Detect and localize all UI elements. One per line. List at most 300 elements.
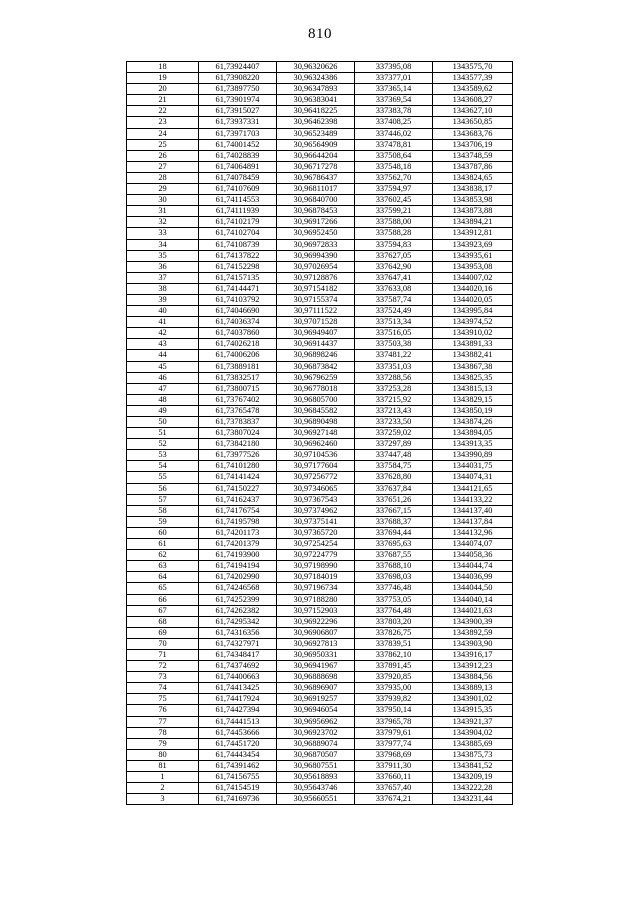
latitude-cell: 61,74348417 xyxy=(199,649,277,660)
latitude-cell: 61,74162437 xyxy=(199,494,277,505)
point-number-cell: 78 xyxy=(127,727,199,738)
y-coordinate-cell: 1344020,16 xyxy=(433,283,513,294)
longitude-cell: 30,97367543 xyxy=(277,494,355,505)
x-coordinate-cell: 337627,05 xyxy=(355,250,433,261)
point-number-cell: 35 xyxy=(127,250,199,261)
x-coordinate-cell: 337365,14 xyxy=(355,84,433,95)
y-coordinate-cell: 1344074,31 xyxy=(433,472,513,483)
latitude-cell: 61,74194194 xyxy=(199,561,277,572)
point-number-cell: 70 xyxy=(127,638,199,649)
x-coordinate-cell: 337233,50 xyxy=(355,417,433,428)
table-row xyxy=(127,150,513,161)
y-coordinate-cell: 1343901,02 xyxy=(433,694,513,705)
point-number-cell: 41 xyxy=(127,317,199,328)
x-coordinate-cell: 337698,03 xyxy=(355,572,433,583)
latitude-cell: 61,74006206 xyxy=(199,350,277,361)
x-coordinate-cell: 337508,64 xyxy=(355,150,433,161)
point-number-cell: 44 xyxy=(127,350,199,361)
point-number-cell: 30 xyxy=(127,195,199,206)
point-number-cell: 37 xyxy=(127,272,199,283)
longitude-cell: 30,96778018 xyxy=(277,383,355,394)
latitude-cell: 61,74193900 xyxy=(199,550,277,561)
table-row xyxy=(127,661,513,672)
table-row xyxy=(127,350,513,361)
longitude-cell: 30,96927813 xyxy=(277,638,355,649)
latitude-cell: 61,74001452 xyxy=(199,139,277,150)
x-coordinate-cell: 337288,56 xyxy=(355,372,433,383)
table-row xyxy=(127,283,513,294)
longitude-cell: 30,96383041 xyxy=(277,95,355,106)
latitude-cell: 61,73937331 xyxy=(199,117,277,128)
table-row xyxy=(127,95,513,106)
table-row xyxy=(127,228,513,239)
x-coordinate-cell: 337746,48 xyxy=(355,583,433,594)
x-coordinate-cell: 337667,15 xyxy=(355,505,433,516)
x-coordinate-cell: 337383,78 xyxy=(355,106,433,117)
table-row xyxy=(127,139,513,150)
longitude-cell: 30,96873842 xyxy=(277,361,355,372)
x-coordinate-cell: 337587,74 xyxy=(355,294,433,305)
table-row xyxy=(127,361,513,372)
latitude-cell: 61,74441513 xyxy=(199,716,277,727)
latitude-cell: 61,74154519 xyxy=(199,783,277,794)
y-coordinate-cell: 1343627,10 xyxy=(433,106,513,117)
longitude-cell: 30,96870507 xyxy=(277,749,355,760)
point-number-cell: 66 xyxy=(127,594,199,605)
x-coordinate-cell: 337377,01 xyxy=(355,73,433,84)
longitude-cell: 30,97128876 xyxy=(277,272,355,283)
point-number-cell: 55 xyxy=(127,472,199,483)
latitude-cell: 61,74108739 xyxy=(199,239,277,250)
table-row xyxy=(127,561,513,572)
longitude-cell: 30,96906807 xyxy=(277,627,355,638)
longitude-cell: 30,96923702 xyxy=(277,727,355,738)
y-coordinate-cell: 1343882,41 xyxy=(433,350,513,361)
point-number-cell: 24 xyxy=(127,128,199,139)
point-number-cell: 77 xyxy=(127,716,199,727)
latitude-cell: 61,74252399 xyxy=(199,594,277,605)
table-row xyxy=(127,261,513,272)
y-coordinate-cell: 1343589,62 xyxy=(433,84,513,95)
point-number-cell: 72 xyxy=(127,661,199,672)
table-row xyxy=(127,306,513,317)
y-coordinate-cell: 1343222,28 xyxy=(433,783,513,794)
longitude-cell: 30,96888698 xyxy=(277,672,355,683)
table-row xyxy=(127,272,513,283)
longitude-cell: 30,96564909 xyxy=(277,139,355,150)
point-number-cell: 42 xyxy=(127,328,199,339)
latitude-cell: 61,74413425 xyxy=(199,683,277,694)
latitude-cell: 61,73977526 xyxy=(199,450,277,461)
point-number-cell: 43 xyxy=(127,339,199,350)
point-number-cell: 40 xyxy=(127,306,199,317)
coordinates-table xyxy=(126,61,513,805)
latitude-cell: 61,74417924 xyxy=(199,694,277,705)
y-coordinate-cell: 1344031,75 xyxy=(433,461,513,472)
y-coordinate-cell: 1343841,52 xyxy=(433,760,513,771)
latitude-cell: 61,74141424 xyxy=(199,472,277,483)
point-number-cell: 22 xyxy=(127,106,199,117)
y-coordinate-cell: 1343903,90 xyxy=(433,638,513,649)
longitude-cell: 30,96956962 xyxy=(277,716,355,727)
point-number-cell: 61 xyxy=(127,539,199,550)
y-coordinate-cell: 1343894,21 xyxy=(433,217,513,228)
longitude-cell: 30,97184019 xyxy=(277,572,355,583)
latitude-cell: 61,74391462 xyxy=(199,760,277,771)
table-row xyxy=(127,483,513,494)
y-coordinate-cell: 1343915,35 xyxy=(433,705,513,716)
point-number-cell: 34 xyxy=(127,239,199,250)
y-coordinate-cell: 1344137,40 xyxy=(433,505,513,516)
longitude-cell: 30,97177604 xyxy=(277,461,355,472)
x-coordinate-cell: 337651,26 xyxy=(355,494,433,505)
latitude-cell: 61,74078459 xyxy=(199,172,277,183)
longitude-cell: 30,96320626 xyxy=(277,62,355,73)
table-row xyxy=(127,394,513,405)
x-coordinate-cell: 337594,83 xyxy=(355,239,433,250)
longitude-cell: 30,97188280 xyxy=(277,594,355,605)
y-coordinate-cell: 1343910,02 xyxy=(433,328,513,339)
point-number-cell: 52 xyxy=(127,439,199,450)
latitude-cell: 61,73915027 xyxy=(199,106,277,117)
x-coordinate-cell: 337950,14 xyxy=(355,705,433,716)
y-coordinate-cell: 1343683,76 xyxy=(433,128,513,139)
table-row xyxy=(127,583,513,594)
point-number-cell: 19 xyxy=(127,73,199,84)
table-row xyxy=(127,195,513,206)
point-number-cell: 39 xyxy=(127,294,199,305)
y-coordinate-cell: 1344121,65 xyxy=(433,483,513,494)
point-number-cell: 59 xyxy=(127,516,199,527)
longitude-cell: 30,95618893 xyxy=(277,772,355,783)
table-row xyxy=(127,294,513,305)
y-coordinate-cell: 1343995,84 xyxy=(433,306,513,317)
table-row xyxy=(127,128,513,139)
latitude-cell: 61,73889181 xyxy=(199,361,277,372)
y-coordinate-cell: 1344074,07 xyxy=(433,539,513,550)
x-coordinate-cell: 337588,28 xyxy=(355,228,433,239)
y-coordinate-cell: 1343825,35 xyxy=(433,372,513,383)
x-coordinate-cell: 337297,89 xyxy=(355,439,433,450)
longitude-cell: 30,97374962 xyxy=(277,505,355,516)
y-coordinate-cell: 1343974,52 xyxy=(433,317,513,328)
x-coordinate-cell: 337524,49 xyxy=(355,306,433,317)
x-coordinate-cell: 337764,48 xyxy=(355,605,433,616)
y-coordinate-cell: 1343838,17 xyxy=(433,184,513,195)
y-coordinate-cell: 1343912,81 xyxy=(433,228,513,239)
point-number-cell: 58 xyxy=(127,505,199,516)
coordinates-table-body xyxy=(127,62,513,805)
table-row xyxy=(127,372,513,383)
x-coordinate-cell: 337826,75 xyxy=(355,627,433,638)
longitude-cell: 30,97256772 xyxy=(277,472,355,483)
longitude-cell: 30,96418225 xyxy=(277,106,355,117)
longitude-cell: 30,96523489 xyxy=(277,128,355,139)
latitude-cell: 61,74046690 xyxy=(199,306,277,317)
latitude-cell: 61,74201379 xyxy=(199,539,277,550)
x-coordinate-cell: 337481,22 xyxy=(355,350,433,361)
y-coordinate-cell: 1343853,98 xyxy=(433,195,513,206)
y-coordinate-cell: 1343990,89 xyxy=(433,450,513,461)
latitude-cell: 61,74195798 xyxy=(199,516,277,527)
latitude-cell: 61,74103792 xyxy=(199,294,277,305)
latitude-cell: 61,73832517 xyxy=(199,372,277,383)
latitude-cell: 61,74064891 xyxy=(199,161,277,172)
point-number-cell: 53 xyxy=(127,450,199,461)
point-number-cell: 36 xyxy=(127,261,199,272)
y-coordinate-cell: 1343850,19 xyxy=(433,405,513,416)
point-number-cell: 25 xyxy=(127,139,199,150)
point-number-cell: 1 xyxy=(127,772,199,783)
x-coordinate-cell: 337599,21 xyxy=(355,206,433,217)
x-coordinate-cell: 337395,08 xyxy=(355,62,433,73)
longitude-cell: 30,97104536 xyxy=(277,450,355,461)
y-coordinate-cell: 1343935,61 xyxy=(433,250,513,261)
longitude-cell: 30,96919257 xyxy=(277,694,355,705)
longitude-cell: 30,96962460 xyxy=(277,439,355,450)
x-coordinate-cell: 337803,20 xyxy=(355,616,433,627)
y-coordinate-cell: 1343884,56 xyxy=(433,672,513,683)
x-coordinate-cell: 337513,34 xyxy=(355,317,433,328)
x-coordinate-cell: 337920,85 xyxy=(355,672,433,683)
x-coordinate-cell: 337351,03 xyxy=(355,361,433,372)
table-row xyxy=(127,772,513,783)
latitude-cell: 61,74316356 xyxy=(199,627,277,638)
point-number-cell: 29 xyxy=(127,184,199,195)
longitude-cell: 30,97154182 xyxy=(277,283,355,294)
longitude-cell: 30,96840700 xyxy=(277,195,355,206)
x-coordinate-cell: 337911,30 xyxy=(355,760,433,771)
x-coordinate-cell: 337674,21 xyxy=(355,794,433,805)
point-number-cell: 71 xyxy=(127,649,199,660)
table-row xyxy=(127,649,513,660)
table-row xyxy=(127,239,513,250)
y-coordinate-cell: 1344137,84 xyxy=(433,516,513,527)
latitude-cell: 61,74156755 xyxy=(199,772,277,783)
point-number-cell: 26 xyxy=(127,150,199,161)
y-coordinate-cell: 1343706,19 xyxy=(433,139,513,150)
table-row xyxy=(127,605,513,616)
latitude-cell: 61,74102704 xyxy=(199,228,277,239)
y-coordinate-cell: 1343748,59 xyxy=(433,150,513,161)
point-number-cell: 60 xyxy=(127,527,199,538)
x-coordinate-cell: 337588,00 xyxy=(355,217,433,228)
longitude-cell: 30,97155374 xyxy=(277,294,355,305)
x-coordinate-cell: 337660,11 xyxy=(355,772,433,783)
longitude-cell: 30,96807551 xyxy=(277,760,355,771)
point-number-cell: 65 xyxy=(127,583,199,594)
latitude-cell: 61,74453666 xyxy=(199,727,277,738)
latitude-cell: 61,74427394 xyxy=(199,705,277,716)
table-row xyxy=(127,672,513,683)
page-number: 810 xyxy=(308,26,332,42)
x-coordinate-cell: 337516,05 xyxy=(355,328,433,339)
table-row xyxy=(127,472,513,483)
y-coordinate-cell: 1343867,38 xyxy=(433,361,513,372)
x-coordinate-cell: 337213,43 xyxy=(355,405,433,416)
x-coordinate-cell: 337446,02 xyxy=(355,128,433,139)
y-coordinate-cell: 1343916,17 xyxy=(433,649,513,660)
table-row xyxy=(127,172,513,183)
x-coordinate-cell: 337968,69 xyxy=(355,749,433,760)
latitude-cell: 61,74201173 xyxy=(199,527,277,538)
y-coordinate-cell: 1343787,86 xyxy=(433,161,513,172)
x-coordinate-cell: 337935,00 xyxy=(355,683,433,694)
y-coordinate-cell: 1343904,02 xyxy=(433,727,513,738)
longitude-cell: 30,97152903 xyxy=(277,605,355,616)
latitude-cell: 61,74443454 xyxy=(199,749,277,760)
x-coordinate-cell: 337594,97 xyxy=(355,184,433,195)
longitude-cell: 30,96949407 xyxy=(277,328,355,339)
x-coordinate-cell: 337259,02 xyxy=(355,428,433,439)
x-coordinate-cell: 337253,28 xyxy=(355,383,433,394)
x-coordinate-cell: 337687,55 xyxy=(355,550,433,561)
point-number-cell: 81 xyxy=(127,760,199,771)
latitude-cell: 61,74028839 xyxy=(199,150,277,161)
latitude-cell: 61,74246568 xyxy=(199,583,277,594)
table-row xyxy=(127,450,513,461)
point-number-cell: 31 xyxy=(127,206,199,217)
y-coordinate-cell: 1343891,33 xyxy=(433,339,513,350)
table-row xyxy=(127,727,513,738)
x-coordinate-cell: 337657,40 xyxy=(355,783,433,794)
y-coordinate-cell: 1343923,69 xyxy=(433,239,513,250)
latitude-cell: 61,74137822 xyxy=(199,250,277,261)
table-row xyxy=(127,638,513,649)
point-number-cell: 69 xyxy=(127,627,199,638)
table-row xyxy=(127,73,513,84)
table-row xyxy=(127,716,513,727)
y-coordinate-cell: 1343209,19 xyxy=(433,772,513,783)
longitude-cell: 30,96462398 xyxy=(277,117,355,128)
longitude-cell: 30,96922296 xyxy=(277,616,355,627)
latitude-cell: 61,74202990 xyxy=(199,572,277,583)
latitude-cell: 61,73800715 xyxy=(199,383,277,394)
point-number-cell: 68 xyxy=(127,616,199,627)
x-coordinate-cell: 337637,84 xyxy=(355,483,433,494)
table-row xyxy=(127,217,513,228)
y-coordinate-cell: 1344058,36 xyxy=(433,550,513,561)
point-number-cell: 76 xyxy=(127,705,199,716)
longitude-cell: 30,96994390 xyxy=(277,250,355,261)
longitude-cell: 30,96927148 xyxy=(277,428,355,439)
point-number-cell: 67 xyxy=(127,605,199,616)
table-row xyxy=(127,339,513,350)
y-coordinate-cell: 1343575,70 xyxy=(433,62,513,73)
latitude-cell: 61,73767402 xyxy=(199,394,277,405)
x-coordinate-cell: 337965,78 xyxy=(355,716,433,727)
x-coordinate-cell: 337979,61 xyxy=(355,727,433,738)
latitude-cell: 61,74037860 xyxy=(199,328,277,339)
y-coordinate-cell: 1344133,22 xyxy=(433,494,513,505)
longitude-cell: 30,96878453 xyxy=(277,206,355,217)
y-coordinate-cell: 1343824,65 xyxy=(433,172,513,183)
point-number-cell: 57 xyxy=(127,494,199,505)
x-coordinate-cell: 337688,10 xyxy=(355,561,433,572)
latitude-cell: 61,74374692 xyxy=(199,661,277,672)
table-row xyxy=(127,705,513,716)
longitude-cell: 30,97224779 xyxy=(277,550,355,561)
latitude-cell: 61,73807024 xyxy=(199,428,277,439)
point-number-cell: 49 xyxy=(127,405,199,416)
longitude-cell: 30,96786437 xyxy=(277,172,355,183)
x-coordinate-cell: 337633,08 xyxy=(355,283,433,294)
longitude-cell: 30,97198990 xyxy=(277,561,355,572)
x-coordinate-cell: 337642,90 xyxy=(355,261,433,272)
latitude-cell: 61,74036374 xyxy=(199,317,277,328)
point-number-cell: 38 xyxy=(127,283,199,294)
longitude-cell: 30,97375141 xyxy=(277,516,355,527)
point-number-cell: 45 xyxy=(127,361,199,372)
x-coordinate-cell: 337478,81 xyxy=(355,139,433,150)
y-coordinate-cell: 1343231,44 xyxy=(433,794,513,805)
longitude-cell: 30,96917266 xyxy=(277,217,355,228)
table-row xyxy=(127,594,513,605)
x-coordinate-cell: 337215,92 xyxy=(355,394,433,405)
longitude-cell: 30,96914437 xyxy=(277,339,355,350)
point-number-cell: 27 xyxy=(127,161,199,172)
y-coordinate-cell: 1343650,85 xyxy=(433,117,513,128)
y-coordinate-cell: 1343874,26 xyxy=(433,417,513,428)
table-row xyxy=(127,428,513,439)
table-row xyxy=(127,461,513,472)
longitude-cell: 30,96717278 xyxy=(277,161,355,172)
y-coordinate-cell: 1344020,05 xyxy=(433,294,513,305)
y-coordinate-cell: 1344036,99 xyxy=(433,572,513,583)
point-number-cell: 75 xyxy=(127,694,199,705)
latitude-cell: 61,74295342 xyxy=(199,616,277,627)
longitude-cell: 30,97365720 xyxy=(277,527,355,538)
y-coordinate-cell: 1343873,88 xyxy=(433,206,513,217)
point-number-cell: 20 xyxy=(127,84,199,95)
x-coordinate-cell: 337862,10 xyxy=(355,649,433,660)
y-coordinate-cell: 1343900,39 xyxy=(433,616,513,627)
longitude-cell: 30,96347893 xyxy=(277,84,355,95)
x-coordinate-cell: 337891,45 xyxy=(355,661,433,672)
x-coordinate-cell: 337695,63 xyxy=(355,539,433,550)
y-coordinate-cell: 1343912,23 xyxy=(433,661,513,672)
longitude-cell: 30,97196734 xyxy=(277,583,355,594)
x-coordinate-cell: 337694,44 xyxy=(355,527,433,538)
table-row xyxy=(127,572,513,583)
y-coordinate-cell: 1344040,14 xyxy=(433,594,513,605)
point-number-cell: 79 xyxy=(127,738,199,749)
y-coordinate-cell: 1344132,96 xyxy=(433,527,513,538)
longitude-cell: 30,97346065 xyxy=(277,483,355,494)
table-row xyxy=(127,405,513,416)
longitude-cell: 30,96805700 xyxy=(277,394,355,405)
table-row xyxy=(127,694,513,705)
table-row xyxy=(127,184,513,195)
point-number-cell: 74 xyxy=(127,683,199,694)
latitude-cell: 61,74157135 xyxy=(199,272,277,283)
longitude-cell: 30,97071528 xyxy=(277,317,355,328)
table-row xyxy=(127,550,513,561)
y-coordinate-cell: 1344044,50 xyxy=(433,583,513,594)
latitude-cell: 61,73924407 xyxy=(199,62,277,73)
table-row xyxy=(127,494,513,505)
table-row xyxy=(127,760,513,771)
table-row xyxy=(127,627,513,638)
point-number-cell: 23 xyxy=(127,117,199,128)
x-coordinate-cell: 337503,38 xyxy=(355,339,433,350)
y-coordinate-cell: 1343894,05 xyxy=(433,428,513,439)
longitude-cell: 30,96946054 xyxy=(277,705,355,716)
table-row xyxy=(127,749,513,760)
point-number-cell: 63 xyxy=(127,561,199,572)
table-row xyxy=(127,516,513,527)
longitude-cell: 30,97026954 xyxy=(277,261,355,272)
